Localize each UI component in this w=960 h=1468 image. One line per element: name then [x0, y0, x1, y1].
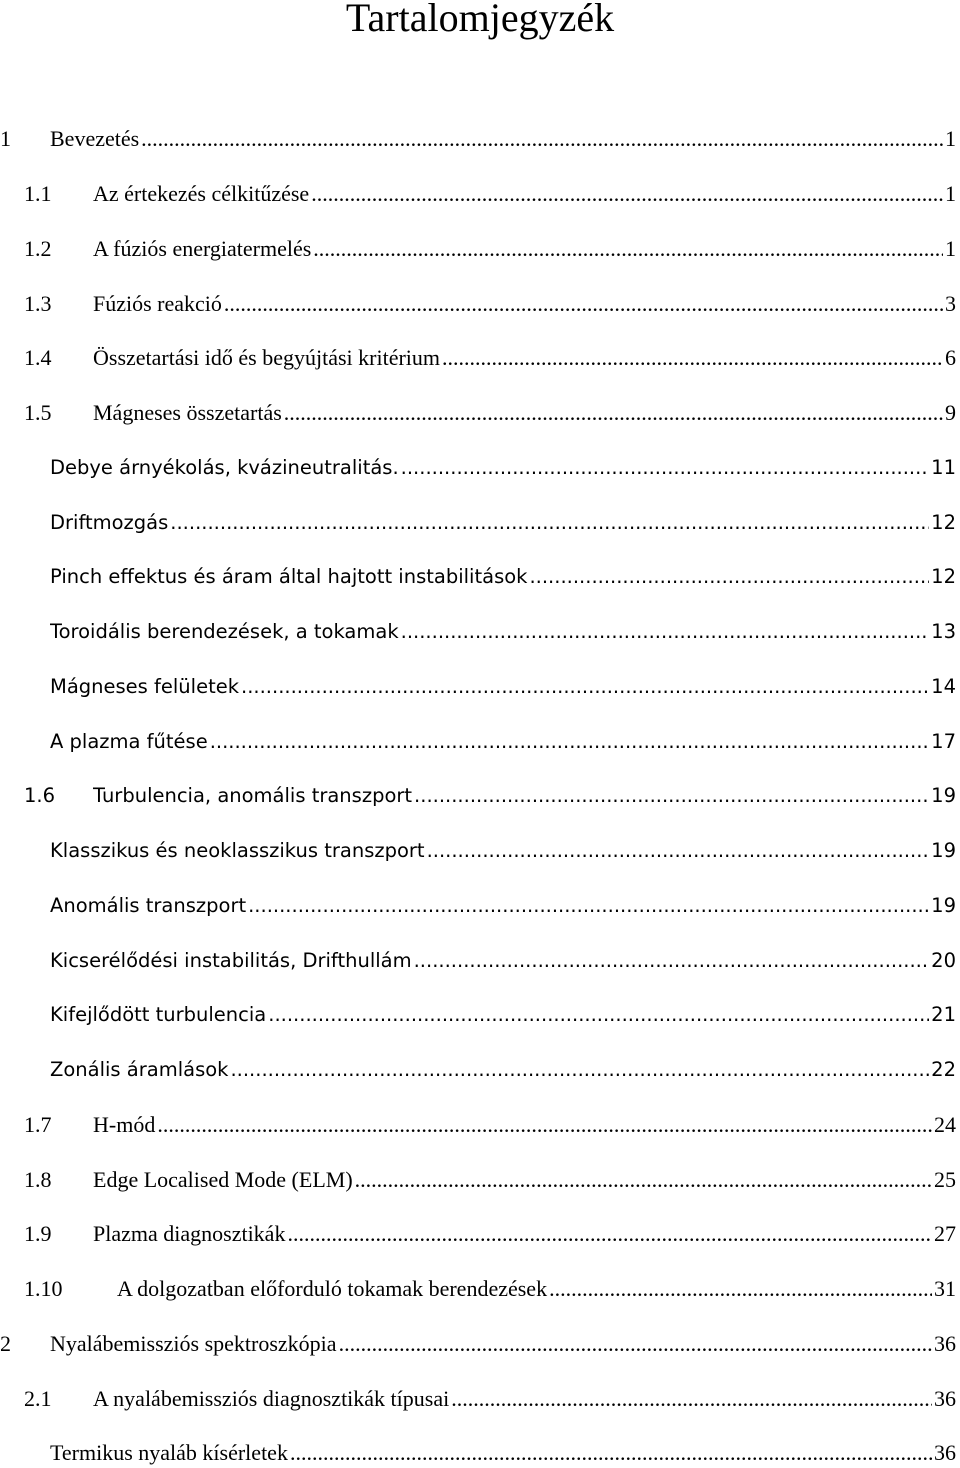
toc-entry-page: 17	[931, 730, 956, 753]
toc-entry-elm[interactable]	[0, 1165, 960, 1195]
toc-entry-number: 1.8	[24, 1167, 52, 1192]
toc-entry-bevezetes[interactable]	[0, 124, 960, 154]
toc-leader-dots	[427, 836, 930, 866]
toc-entry-klasszikus-transzport[interactable]	[0, 836, 960, 866]
toc-entry-number: 1.4	[24, 345, 52, 370]
toc-entry-plazma-futese[interactable]	[0, 727, 960, 757]
toc-entry-number: 1.1	[24, 181, 52, 206]
toc-entry-page: 3	[945, 291, 956, 316]
toc-entry-title: Termikus nyaláb kísérletek	[50, 1440, 288, 1465]
toc-entry-magneses-osszetartas[interactable]	[0, 398, 960, 428]
toc-leader-dots	[355, 1165, 932, 1195]
toc-entry-turbulencia[interactable]	[0, 781, 960, 811]
toc-entry-line	[93, 1110, 956, 1140]
toc-entry-title: Zonális áramlások	[50, 1058, 229, 1081]
toc-leader-dots	[414, 781, 929, 811]
toc-entry-title: Kicserélődési instabilitás, Drifthullám	[50, 949, 412, 972]
toc-entry-page: 27	[934, 1221, 956, 1246]
toc-entry-number: 1	[0, 126, 11, 151]
toc-entry-h-mod[interactable]	[0, 1110, 960, 1140]
toc-entry-page: 36	[934, 1440, 956, 1465]
toc-entry-page: 1	[945, 181, 956, 206]
page-title: Tartalomjegyzék	[345, 0, 615, 40]
toc-entry-title: H-mód	[93, 1112, 156, 1137]
toc-entry-pinch[interactable]	[0, 562, 960, 592]
toc-entry-title: Összetartási idő és begyújtási kritérium	[93, 345, 441, 370]
toc-entry-page: 6	[945, 345, 956, 370]
toc-leader-dots	[224, 289, 943, 319]
toc-entry-line	[50, 1000, 956, 1030]
toc-leader-dots	[529, 562, 929, 592]
toc-entry-page: 1	[945, 126, 956, 151]
toc-entry-line	[50, 562, 956, 592]
toc-entry-tokamak-berendezesek[interactable]	[0, 1274, 960, 1304]
toc-entry-page: 19	[931, 839, 956, 862]
toc-leader-dots	[414, 946, 930, 976]
toc-entry-line	[50, 1438, 956, 1468]
toc-entry-line	[93, 1219, 956, 1249]
toc-entry-line	[93, 1384, 956, 1414]
toc-entry-number: 1.5	[24, 400, 52, 425]
toc-entry-page: 22	[931, 1058, 956, 1081]
toc-leader-dots	[401, 617, 930, 647]
toc-entry-line	[93, 234, 956, 264]
toc-entry-title: A plazma fűtése	[50, 730, 208, 753]
toc-entry-number: 1.3	[24, 291, 52, 316]
toc-entry-page: 14	[931, 675, 956, 698]
toc-entry-title: Kifejlődött turbulencia	[50, 1003, 267, 1026]
toc-entry-title: Fúziós reakció	[93, 291, 222, 316]
toc-entry-number: 2	[0, 1331, 11, 1356]
toc-leader-dots	[170, 508, 929, 538]
toc-entry-termikus-nyalab[interactable]	[0, 1438, 960, 1468]
toc-entry-diagnosztikak-tipusai[interactable]	[0, 1384, 960, 1414]
toc-entry-osszetartasi-ido[interactable]	[0, 343, 960, 373]
toc-entry-driftmozgas[interactable]	[0, 508, 960, 538]
toc-entry-title: Edge Localised Mode (ELM)	[93, 1167, 353, 1192]
toc-entry-title: Plazma diagnosztikák	[93, 1221, 286, 1246]
toc-entry-title: Mágneses összetartás	[93, 400, 282, 425]
toc-entry-title: Anomális transzport	[50, 894, 247, 917]
toc-leader-dots	[442, 343, 943, 373]
toc-entry-debye[interactable]	[0, 453, 960, 483]
toc-entry-title: Mágneses felületek	[50, 675, 240, 698]
toc-leader-dots	[241, 672, 929, 702]
toc-entry-line	[50, 124, 956, 154]
toc-entry-line	[50, 1055, 956, 1085]
toc-entry-page: 25	[934, 1167, 956, 1192]
toc-entry-line	[93, 398, 956, 428]
toc-entry-title: Bevezetés	[50, 126, 140, 151]
toc-entry-line	[50, 727, 956, 757]
toc-leader-dots	[549, 1274, 932, 1304]
toc-entry-line	[50, 836, 956, 866]
toc-entry-number: 1.6	[24, 784, 56, 807]
toc-entry-line	[93, 343, 956, 373]
toc-entry-page: 19	[931, 894, 956, 917]
toc-leader-dots	[141, 124, 943, 154]
toc-entry-zonalis-aramlasok[interactable]	[0, 1055, 960, 1085]
toc-leader-dots	[451, 1384, 932, 1414]
toc-entry-line	[50, 453, 956, 483]
toc-leader-dots	[339, 1329, 932, 1359]
toc-entry-line	[50, 946, 956, 976]
toc-entry-page: 31	[934, 1276, 956, 1301]
toc-entry-energiatermeles[interactable]	[0, 234, 960, 264]
toc-entry-title: Pinch effektus és áram által hajtott instabilitások	[50, 565, 528, 588]
toc-entry-page: 11	[931, 456, 956, 479]
toc-entry-number: 1.10	[24, 1276, 63, 1301]
toc-entry-magneses-feluletek[interactable]	[0, 672, 960, 702]
toc-entry-title: Driftmozgás	[50, 511, 169, 534]
toc-entry-line	[93, 179, 956, 209]
toc-entry-celkituzes[interactable]	[0, 179, 960, 209]
toc-entry-number: 1.9	[24, 1221, 52, 1246]
toc-entry-page: 12	[931, 565, 956, 588]
toc-entry-line	[93, 1165, 956, 1195]
toc-entry-plazma-diagnosztikak[interactable]	[0, 1219, 960, 1249]
toc-leader-dots	[157, 1110, 932, 1140]
toc-entry-line	[50, 1329, 956, 1359]
toc-leader-dots	[401, 453, 930, 483]
toc-entry-line	[50, 891, 956, 921]
toc-entry-page: 36	[934, 1331, 956, 1356]
toc-entry-title: Turbulencia, anomális transzport	[93, 784, 413, 807]
toc-leader-dots	[313, 234, 943, 264]
toc-leader-dots	[268, 1000, 929, 1030]
toc-entry-number: 1.7	[24, 1112, 52, 1137]
toc-entry-number: 1.2	[24, 236, 52, 261]
toc-entry-title: A fúziós energiatermelés	[93, 236, 312, 261]
toc-entry-title: A dolgozatban előforduló tokamak berendezések	[117, 1276, 548, 1301]
toc-entry-fuzios-reakcio[interactable]	[0, 289, 960, 319]
toc-leader-dots	[311, 179, 943, 209]
toc-entry-line	[50, 672, 956, 702]
toc-leader-dots	[287, 1219, 932, 1249]
toc-entry-title: Klasszikus és neoklasszikus transzport	[50, 839, 425, 862]
toc-entry-page: 24	[934, 1112, 956, 1137]
toc-entry-page: 12	[931, 511, 956, 534]
toc-entry-page: 36	[934, 1386, 956, 1411]
toc-entry-page: 19	[931, 784, 956, 807]
toc-entry-line	[117, 1274, 956, 1304]
toc-entry-title: Toroidális berendezések, a tokamak	[50, 620, 399, 643]
toc-entry-title: Az értekezés célkitűzése	[93, 181, 310, 206]
toc-entry-page: 13	[931, 620, 956, 643]
toc-leader-dots	[284, 398, 943, 428]
toc-leader-dots	[230, 1055, 929, 1085]
toc-entry-kicserelodesi[interactable]	[0, 946, 960, 976]
toc-entry-line	[93, 781, 956, 811]
toc-entry-line	[50, 617, 956, 647]
toc-entry-title: Nyalábemissziós spektroszkópia	[50, 1331, 337, 1356]
toc-entry-number: 2.1	[24, 1386, 52, 1411]
toc-entry-title: A nyalábemissziós diagnosztikák típusai	[93, 1386, 450, 1411]
toc-entry-page: 20	[931, 949, 956, 972]
toc-leader-dots	[210, 727, 929, 757]
toc-entry-anomalis-transzport[interactable]	[0, 891, 960, 921]
toc-entry-kifejlodott-turbulencia[interactable]	[0, 1000, 960, 1030]
toc-leader-dots	[290, 1438, 932, 1468]
toc-entry-line	[50, 508, 956, 538]
toc-entry-line	[93, 289, 956, 319]
toc-entry-page: 9	[945, 400, 956, 425]
toc-entry-toroidalis[interactable]	[0, 617, 960, 647]
toc-entry-nyalabemisszios-spektroszkopia[interactable]	[0, 1329, 960, 1359]
toc-entry-page: 21	[931, 1003, 956, 1026]
toc-leader-dots	[248, 891, 929, 921]
toc-entry-page: 1	[945, 236, 956, 261]
toc-entry-title: Debye árnyékolás, kvázineutralitás.	[50, 456, 399, 479]
